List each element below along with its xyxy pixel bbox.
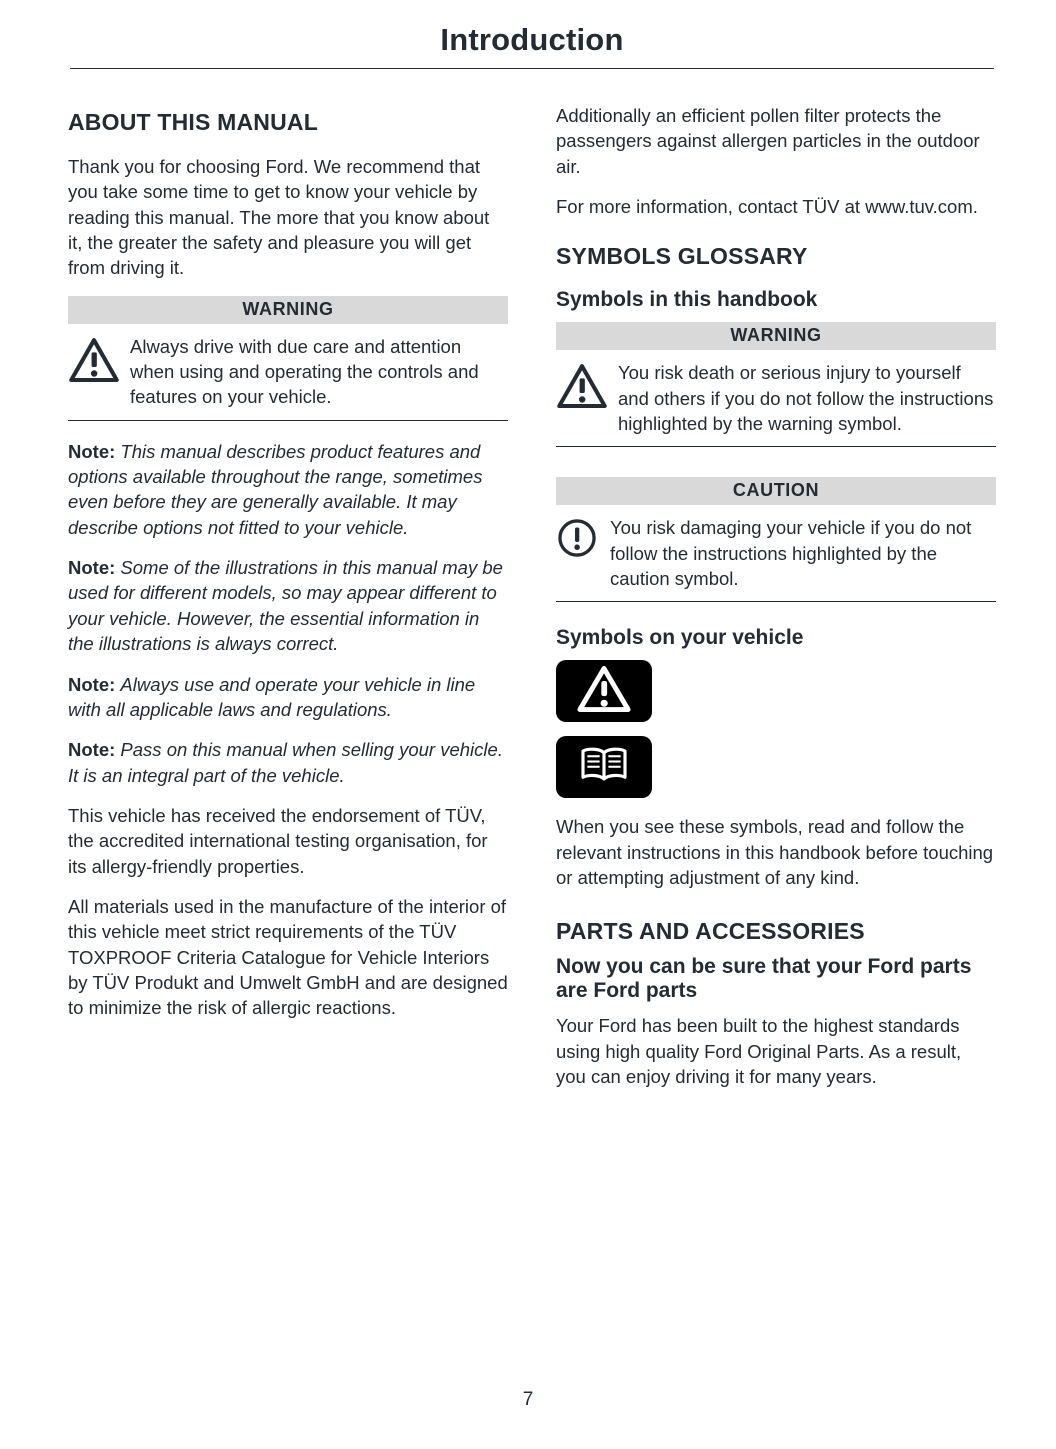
note-paragraph <box>68 439 508 540</box>
two-column-layout <box>68 103 996 1105</box>
warning-rule <box>68 420 508 421</box>
heading-about-this-manual: ABOUT THIS MANUAL <box>68 109 318 135</box>
page-number: 7 <box>522 1389 534 1410</box>
note-text: Pass on this manual when selling your vehicle. It is an integral part of the vehicle. <box>68 739 503 786</box>
note-label: Note: <box>68 673 116 695</box>
subheading-symbols-handbook: Symbols in this handbook <box>556 288 818 312</box>
caution-label: CAUTION <box>556 477 996 505</box>
caution-rule <box>556 601 996 602</box>
warning-box-symbols <box>556 322 996 447</box>
symbols-instruction-paragraph: When you see these symbols, read and follow the relevant instructions in this handbook before touching or attempting adjustment of any kind. <box>556 816 994 889</box>
header-rule <box>70 68 994 69</box>
ford-parts-paragraph: Your Ford has been built to the highest standards using high quality Ford Original Parts. As a result, you can enjoy driving it for many years. <box>556 1015 962 1088</box>
warning-body <box>556 360 996 436</box>
contact-paragraph: For more information, contact TÜV at www.tuv.com. <box>556 196 978 218</box>
page-title: Introduction <box>440 22 624 57</box>
pollen-filter-paragraph: Additionally an efficient pollen filter protects the passengers against allergen particles in the outdoor air. <box>556 105 980 177</box>
warning-text: You risk death or serious injury to yourself and others if you do not follow the instructions highlighted by the warning symbol. <box>618 362 994 435</box>
heading-parts-accessories: PARTS AND ACCESSORIES <box>556 918 865 945</box>
heading-symbols-glossary: SYMBOLS GLOSSARY <box>556 243 808 270</box>
warning-rule <box>556 446 996 447</box>
handbook-icon <box>576 745 632 790</box>
caution-circle-icon <box>556 515 600 565</box>
left-column <box>68 103 508 1105</box>
note-paragraph <box>68 672 508 723</box>
note-label: Note: <box>68 557 116 579</box>
note-label: Note: <box>68 739 116 761</box>
warning-triangle-icon <box>68 336 120 391</box>
subheading-ford-parts: Now you can be sure that your Ford parts are Ford parts <box>556 955 972 1003</box>
warning-triangle-icon <box>556 362 608 417</box>
subheading-symbols-vehicle: Symbols on your vehicle <box>556 626 804 650</box>
caution-box <box>556 477 996 602</box>
right-column <box>556 103 996 1105</box>
page-footer <box>0 1389 1056 1411</box>
note-paragraph <box>68 555 508 656</box>
warning-label: WARNING <box>556 322 996 350</box>
tuv-endorsement-paragraph: This vehicle has received the endorsement of TÜV, the accredited international testing organisation, for its allergy-friendly properties. <box>68 804 488 877</box>
vehicle-symbol-handbook-tile <box>556 736 652 798</box>
warning-triangle-icon <box>575 664 633 719</box>
note-paragraph <box>68 737 508 788</box>
note-text: This manual describes product features and options available throughout the range, sometimes even before they are generally available. It may describe options not fitted to your vehicle. <box>68 440 483 538</box>
warning-box-driving <box>68 296 508 421</box>
page-header <box>68 22 996 69</box>
materials-paragraph: All materials used in the manufacture of the interior of this vehicle meet strict requirements of the TÜV TOXPROOF Criteria Catalogue for Vehicle Interiors by TÜV Produkt and Umwelt GmbH and are designed to minimize the risk of allergic reactions. <box>68 895 508 1019</box>
caution-text: You risk damaging your vehicle if you do not follow the instructions highlighted by the caution symbol. <box>610 517 972 590</box>
warning-body <box>68 334 508 410</box>
vehicle-symbol-warning-tile <box>556 660 652 722</box>
warning-label: WARNING <box>68 296 508 324</box>
note-text: Some of the illustrations in this manual may be used for different models, so may appear different to your vehicle. However, the essential information in the illustrations is always correct. <box>68 557 503 655</box>
caution-body <box>556 515 996 591</box>
warning-text: Always drive with due care and attention when using and operating the controls and features on your vehicle. <box>130 335 479 408</box>
note-text: Always use and operate your vehicle in line with all applicable laws and regulations. <box>68 673 476 720</box>
intro-paragraph: Thank you for choosing Ford. We recommend that you take some time to get to know your vehicle by reading this manual. The more that you know about it, the greater the safety and pleasure you will get from driving it. <box>68 156 490 279</box>
note-label: Note: <box>68 440 116 462</box>
